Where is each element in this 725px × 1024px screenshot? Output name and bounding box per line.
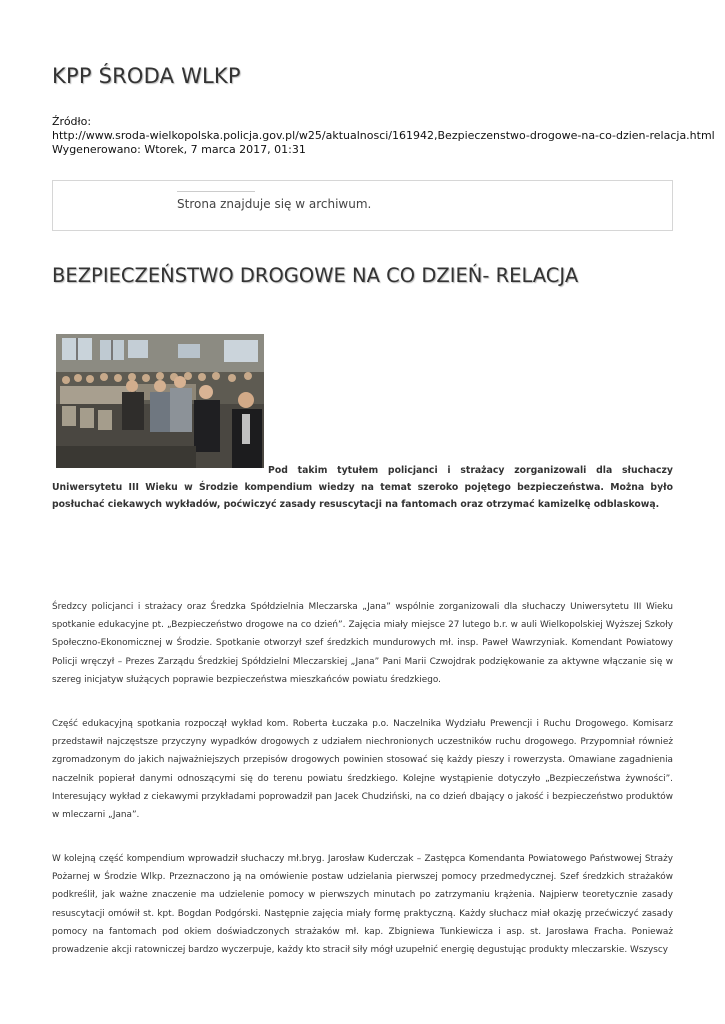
generated-date: Wygenerowano: Wtorek, 7 marca 2017, 01:31 <box>52 143 306 156</box>
lead-text: Pod takim tytułem policjanci i strażacy zorganizowali dla słuchaczy Uniwersytetu III Wieku w Środzie kompendium wiedzy na temat szeroko pojętego bezpieczeństwa. Można było posłuchać ciekawych wykładów, poćwiczyć zasady resuscytacji na fantomach oraz otrzymać kamizelkę odblaskową. <box>52 465 673 510</box>
archive-notice: Strona znajduje się w archiwum. <box>177 197 372 211</box>
source-url: http://www.sroda-wielkopolska.policja.gov.pl/w25/aktualnosci/161942,Bezpieczenstwo-drogowe-na-co-dzien-relacja.html <box>52 129 715 142</box>
archive-notice-box <box>52 180 673 231</box>
archive-divider <box>177 191 255 192</box>
source-label: Źródło: <box>52 115 92 128</box>
article-title: BEZPIECZEŃSTWO DROGOWE NA CO DZIEŃ- RELACJA <box>52 264 579 287</box>
article-lead <box>52 462 673 513</box>
site-title: KPP ŚRODA WLKP <box>52 64 241 88</box>
article-paragraph-2: Część edukacyjną spotkania rozpoczął wykład kom. Roberta Łuczaka p.o. Naczelnika Wydziału Prewencji i Ruchu Drogowego. Komisarz przedstawił najczęstsze przyczyny wypadków drogowych z udziałem niechronionych uczestników ruchu drogowego. Przypomniał również zgromadzonym do jakich najważniejszych przepisów drogowych powinien stosować się każdy pieszy i rowerzysta. Omawiane zagadnienia naczelnik popierał danymi odnoszącymi się do terenu powiatu średzkiego. Kolejne wystąpienie dotyczyło „Bezpieczeństwa żywności”. Interesujący wykład z ciekawymi przykładami poprowadził pan Jacek Chudziński, na co dzień dbający o jakość i bezpieczeństwo produktów w mleczarni „Jana”. <box>52 719 673 821</box>
article-photo <box>56 334 264 468</box>
article-paragraph-3: W kolejną część kompendium wprowadził słuchaczy mł.bryg. Jarosław Kuderczak – Zastępca Komendanta Powiatowego Państwowej Straży Pożarnej w Środzie Wlkp. Przeznaczono ją na omówienie postaw udzielania pierwszej pomocy przedmedycznej. Szef średzkich strażaków podkreślił, jak ważne znaczenie ma udzielenie pomocy w pierwszych minutach po zatrzymaniu krążenia. Najpierw teoretycznie zasady resuscytacji omówił st. kpt. Bogdan Podgórski. Następnie zajęcia miały formę praktyczną. Każdy słuchacz miał okazję przećwiczyć zasady pomocy na fantomach pod okiem doświadczonych strażaków mł. kap. Zbigniewa Tunkiewicza i asp. st. Jarosława Fracha. Ponieważ prowadzenie akcji ratowniczej bardzo wyczerpuje, każdy kto stracił siły mógł uzupełnić energię degustując produkty mleczarskie. Wszyscy <box>52 854 673 956</box>
article-paragraph-1: Średzcy policjanci i strażacy oraz Średzka Spółdzielnia Mleczarska „Jana” wspólnie zorganizowali dla słuchaczy Uniwersytetu III Wieku spotkanie edukacyjne pt. „Bezpieczeństwo drogowe na co dzień”. Zajęcia miały miejsce 27 lutego b.r. w auli Wielkopolskiej Wyższej Szkoły Społeczno-Ekonomicznej w Środzie. Spotkanie otworzył szef średzkich mundurowych mł. insp. Paweł Wawrzyniak. Komendant Powiatowy Policji wręczył – Prezes Zarządu Średzkiej Spółdzielni Mleczarskiej „Jana” Pani Marii Czwojdrak podziękowanie za aktywne włączanie się w szereg inicjatyw służących poprawie bezpieczeństwa mieszkańców powiatu średzkiego. <box>52 602 673 685</box>
source-meta <box>52 115 715 157</box>
